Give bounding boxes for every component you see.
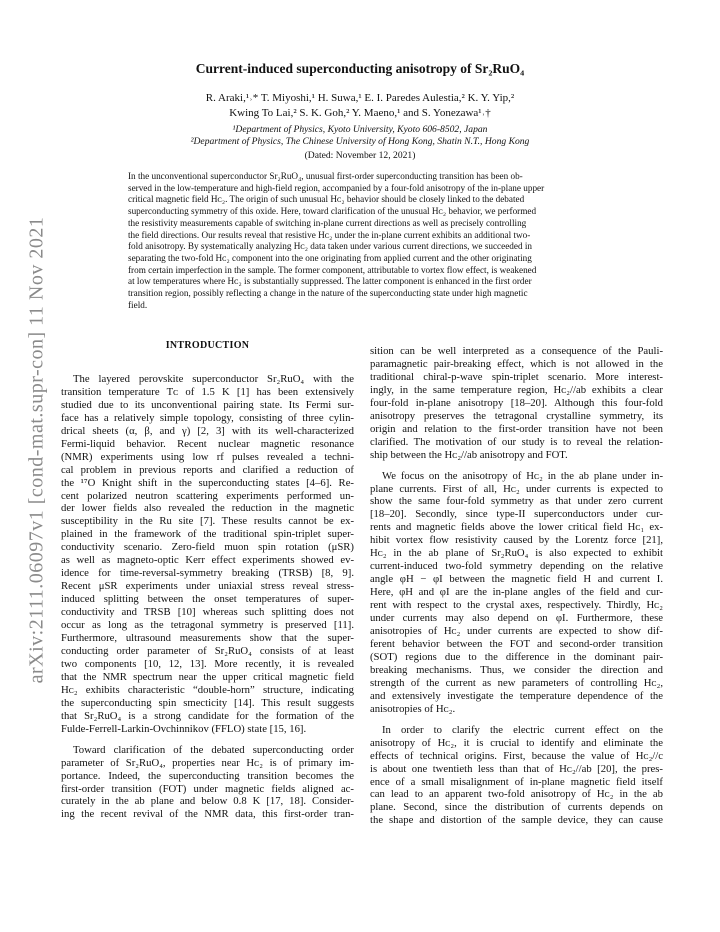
body-line: ingly, in the same temperature region, Hᴄ₂//ab exhibits a clear: [370, 383, 663, 396]
body-line: clarified. The motivation of our study is to reveal the relation-: [370, 435, 663, 448]
body-line: In order to clarify the electric current effect on the: [382, 723, 663, 736]
body-line: parameter of Sr₂RuO₄, properties near Hᴄ₂ is of primary im-: [61, 756, 354, 769]
body-line: der lower fields also revealed the reduction in the magnetic: [61, 502, 354, 515]
body-line: the shape and distortion of the sample device, they can cause: [370, 814, 663, 827]
body-line: traditional chiral-p-wave spin-triplet scenario. More interest-: [370, 370, 663, 383]
body-line: Toward clarification of the debated superconducting order: [73, 743, 354, 756]
body-line: effects of technical origins. First, because the value of Hᴄ₂//c: [370, 749, 663, 762]
body-line: ship between the Hᴄ₂//ab anisotropy and FOT.: [370, 448, 568, 461]
body-line: rents and magnetic fields above the lower critical field Hᴄ₁ ex-: [370, 521, 663, 534]
abstract-line: the resistivity measurements capable of switching in-plane current directions as well as precisely controlling: [128, 217, 527, 228]
author-line: Kwing To Lai,² S. K. Goh,² Y. Maeno,¹ and S. Yonezawa¹˒†: [229, 106, 491, 119]
body-line: anisotropy preserves the tetragonal crystalline symmetry, its: [370, 409, 663, 422]
abstract-line: transition region, possibly reflecting a change in the nature of the superconducting state under high magnetic: [128, 288, 528, 299]
body-line: Hᴄ₂ in the ab plane of Sr₂RuO₄ is also expected to exhibit: [370, 547, 663, 560]
body-line: ferent behavior between the FOT and second-order transition: [370, 637, 663, 650]
date-line: (Dated: November 12, 2021): [304, 150, 416, 161]
body-line: The layered perovskite superconductor Sr₂RuO₄ with the: [73, 372, 354, 385]
body-line: rent with respect to the crystal axes, respectively. Thirdly, Hᴄ₂: [370, 599, 663, 612]
body-line: idence for time-reversal-symmetry breaking (TRSB) [8, 9].: [61, 567, 354, 580]
body-line: hibit vortex flow resistivity caused by the Lorentz force [21],: [370, 534, 663, 547]
body-line: under currents may also depend on φI. Furthermore, these: [370, 612, 663, 625]
body-line: Fermi-liquid behavior. Recent nuclear magnetic resonance: [61, 437, 354, 450]
body-line: plained in the framework of the traditional spin-triplet super-: [61, 528, 354, 541]
body-line: conductivity scenario. Zero-field muon spin rotation (μSR): [61, 541, 354, 554]
body-line: sition can be well interpreted as a consequence of the Pauli-: [370, 345, 663, 357]
body-line: and extensively investigate the temperature dependence of the: [370, 689, 663, 702]
body-line: Recent μSR experiments under uniaxial stress reveal stress-: [61, 580, 354, 593]
body-line: anisotropies of Hᴄ₂ under currents are expected to show dif-: [370, 625, 663, 638]
body-line: paramagnetic pair-breaking effect, which is not allowed in the: [370, 357, 663, 370]
body-line: Fulde-Ferrell-Larkin-Ovchinnikov (FFLO) state [15, 16].: [61, 722, 307, 735]
body-line: cent polarized neutron scattering experiments performed un-: [61, 489, 354, 502]
body-line: current-induced two-fold symmetry depending on the relative: [370, 560, 663, 573]
abstract-line: at low temperatures where Hᴄ₂ is substantially suppressed. The latter component is enhanced in the first order: [128, 276, 532, 287]
section-heading: INTRODUCTION: [165, 340, 250, 351]
abstract-line: from certain imperfection in the sample. The former component, attributable to vortex flow effect, is weakened: [128, 264, 537, 275]
body-line: two components [10, 12, 13]. More recently, it is revealed: [61, 657, 354, 670]
arxiv-identifier-stamp: [22, 195, 52, 705]
author-list: [100, 91, 620, 120]
body-line: occur as long as the tetragonal symmetry is preserved [11].: [61, 619, 354, 632]
body-line: that Sr₂RuO₄ is a strong candidate for the formation of the: [61, 709, 354, 722]
body-line: angle φH − φI between the magnetic field H and current I.: [370, 573, 663, 586]
body-line: Here, φH and φI are the in-plane angles of the field and cur-: [370, 586, 663, 599]
body-paragraph: [370, 470, 663, 716]
body-paragraph: [61, 373, 354, 736]
paper-title: Current-induced superconducting anisotropy of Sr₂RuO₄: [195, 61, 525, 76]
body-line: face has a relatively simple topology, consisting of three cylin-: [61, 411, 354, 424]
abstract-line: fold anisotropy. By systematically analyzing Hᴄ₂ data taken under various current directions, we succeeded in: [128, 241, 532, 252]
body-line: plane. Second, since the distribution of currents depends on: [370, 801, 663, 814]
body-line: Hᴄ₂ exhibits characteristic “double-horn” structure, indicating: [61, 683, 354, 696]
body-paragraph: [61, 744, 354, 822]
body-line: as well as magneto-optic Kerr effect experiments showed ev-: [61, 554, 354, 567]
body-paragraph: [370, 345, 663, 462]
body-line: anisotropies of Hᴄ₂.: [370, 702, 456, 715]
abstract: [128, 171, 596, 311]
abstract-line: In the unconventional superconductor Sr₂RuO₄, unusual first-order superconducting transition has been ob-: [128, 171, 523, 181]
body-line: drical sheets (α, β, and γ) [2, 3] with its well-characterized: [61, 424, 354, 437]
body-line: ing the recent revival of the NMR data, this first-order tran-: [61, 808, 354, 821]
body-line: the ¹⁷O Knight shift in the superconducting states [4–6]. Re-: [61, 476, 354, 489]
abstract-line: separating the two-fold Hᴄ₂ component into the one originating from applied current and the other originating: [128, 252, 532, 263]
abstract-line: served in the low-temperature and high-field region, accompanied by a four-fold anisotropy of the in-plane upper: [128, 182, 545, 193]
arxiv-identifier-text: arXiv:2111.06097v1 [cond-mat.supr-con] 11 Nov 2021: [25, 216, 48, 684]
body-line: (SOT) regions due to the difference in the dominant pair-: [370, 650, 663, 663]
body-line: that the NMR spectrum near the upper critical magnetic field: [61, 670, 354, 683]
body-line: ence of a small misalignment of in-plane magnetic field itself: [370, 775, 663, 788]
body-line: show the same four-fold symmetry as that under zero current: [370, 495, 663, 508]
body-line: conducting order parameter of Sr₂RuO₄ consists of at least: [61, 644, 354, 657]
body-line: (NMR) experiments using low rf pulses revealed a techni-: [61, 450, 354, 463]
body-line: strength of the current as new parameters of controlling Hᴄ₂,: [370, 676, 663, 689]
body-paragraph: [370, 724, 663, 828]
abstract-line: superconducting symmetry of this oxide. Here, toward clarification of the unusual Hᴄ₂ behavior, we performed: [128, 206, 537, 217]
right-column: [370, 345, 663, 835]
left-column: [61, 340, 354, 829]
body-line: curately in the ab plane and below 0.8 K [17, 18]. Consider-: [61, 795, 354, 808]
body-line: plane currents. First of all, Hᴄ₂ under currents is expected to: [370, 482, 663, 495]
body-line: anisotropy of Hᴄ₂, it is crucial to identify and eliminate the: [370, 736, 663, 749]
body-line: induced splitting between the onset temperatures of super-: [61, 593, 354, 606]
abstract-line: the field directions. Our results reveal that resistive Hᴄ₂ under the in-plane current exhibits an additional two-: [128, 229, 531, 240]
body-line: portance. Indeed, the superconducting transition becomes the: [61, 769, 354, 782]
body-line: can lead to an apparent two-fold anisotropy of Hᴄ₂ in the ab: [370, 788, 663, 801]
abstract-line: critical magnetic field Hᴄ₂. The origin of such unusual Hᴄ₂ behavior should be closely linked to the debated: [128, 194, 525, 205]
body-line: studied due to its unconventional pairing state. Its Fermi sur-: [61, 398, 354, 411]
body-line: the superconducting spin smecticity [14]. This result suggests: [61, 696, 354, 709]
body-line: origin and relation to the first-order transition have not been: [370, 422, 663, 435]
body-line: breaking mechanisms. Thus, we consider the direction and: [370, 663, 663, 676]
body-line: susceptibility in the Ru site [7]. These results cannot be ex-: [61, 515, 354, 528]
body-line: first-order transition (FOT) under magnetic fields aligned ac-: [61, 782, 354, 795]
body-line: four-fold in-plane anisotropy [18–20]. Although this four-fold: [370, 396, 663, 409]
body-line: transition temperature Tᴄ of 1.5 K [1] has been extensively: [61, 385, 354, 398]
body-line: [18–20]. Secondly, since type-II superconductors under cur-: [370, 508, 663, 521]
body-line: cal problem in previous reports and clarified a reduction of: [61, 463, 354, 476]
abstract-line: field.: [128, 299, 148, 310]
affiliation-list: [100, 124, 620, 148]
affiliation-line: ²Department of Physics, The Chinese University of Hong Kong, Shatin N.T., Hong Kong: [190, 136, 530, 147]
affiliation-line: ¹Department of Physics, Kyoto University, Kyoto 606-8502, Japan: [232, 124, 488, 135]
author-line: R. Araki,¹˒* T. Miyoshi,¹ H. Suwa,¹ E. I. Paredes Aulestia,² K. Y. Yip,²: [205, 92, 515, 104]
body-line: conductivity and TRSB [10] whereas such splitting does not: [61, 606, 354, 619]
body-line: Furthermore, ultrasound measurements show that the super-: [61, 632, 354, 645]
body-line: We focus on the anisotropy of Hᴄ₂ in the ab plane under in-: [382, 469, 663, 482]
body-line: is about one twentieth less than that of Hᴄ₂//ab [20], the pres-: [370, 762, 663, 775]
